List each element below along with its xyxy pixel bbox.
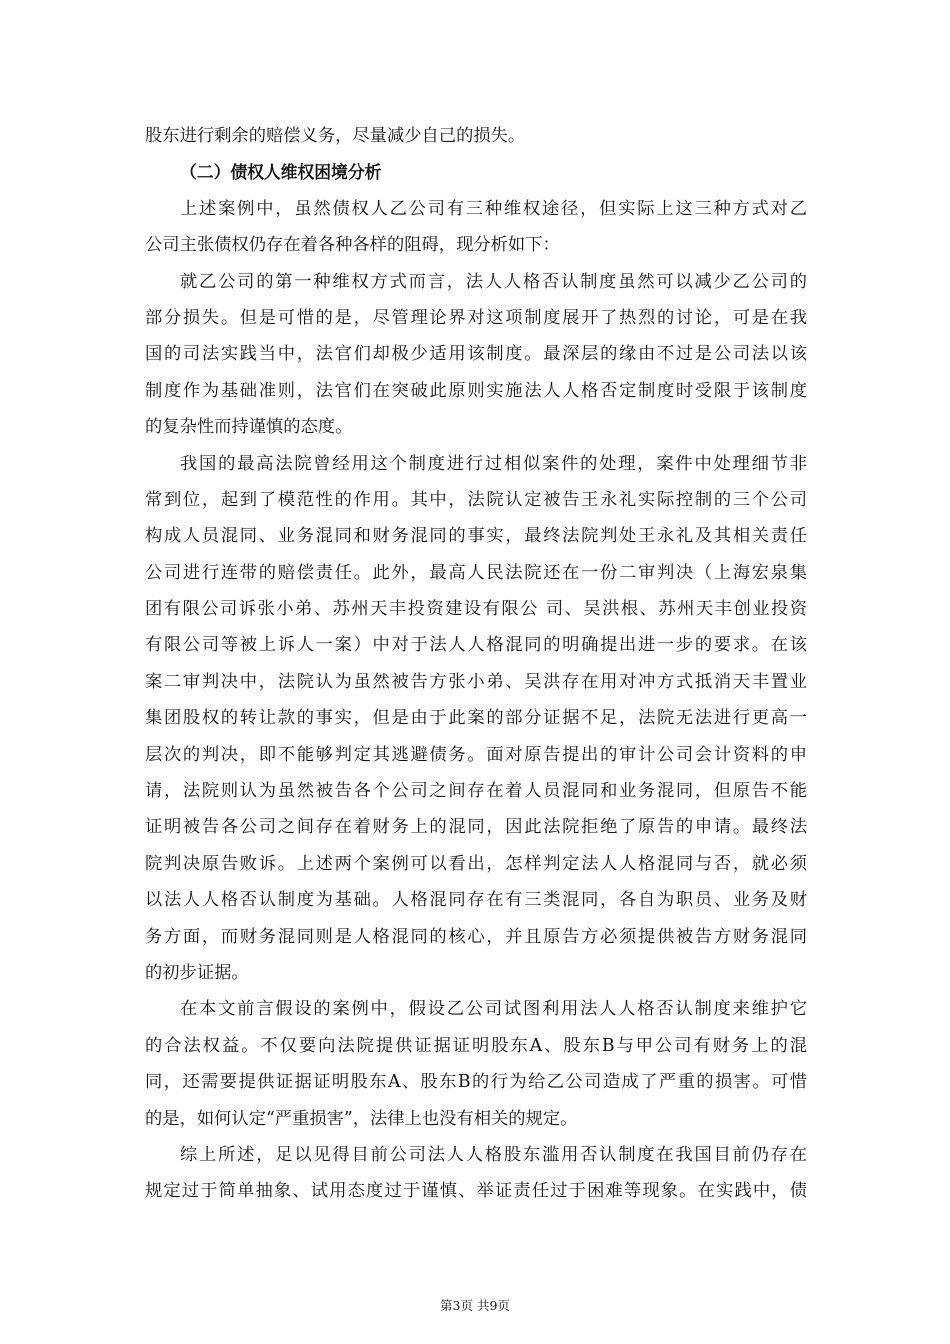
text-line: 构成人员混同、业务混同和财务混同的事实，最终法院判处王永礼及其相关责任 [145,526,807,547]
text-line: 证明被告各公司之间存在着财务上的混同，因此法院拒绝了原告的申请。最终法 [145,817,807,838]
text-line: 我国的最高法院曾经用这个制度进行过相似案件的处理，案件中处理细节非 [180,453,807,474]
text-line: 公司主张债权仍存在着各种各样的阻碍，现分析如下： [145,235,560,256]
text-line: 案二审判决中，法院认为虽然被告方张小弟、吴洪存在用对冲方式抵消天丰置业 [145,671,807,692]
text-line: 在本文前言假设的案例中，假设乙公司试图利用法人人格否认制度来维护它 [180,999,807,1020]
text-line: 常到位，起到了模范性的作用。其中，法院认定被告王永礼实际控制的三个公司 [145,489,807,510]
text-line: 有限公司等被上诉人一案）中对于法人人格混同的明确提出进一步的要求。在该 [145,635,807,656]
text-line: 请，法院则认为虽然被告各个公司之间存在着人员混同和业务混同，但原告不能 [145,781,807,802]
document-body [145,118,807,1210]
text-line: 综上所述，足以见得目前公司法人人格股东滥用否认制度在我国目前仍存在 [180,1144,807,1165]
text-line: 务方面，而财务混同则是人格混同的核心，并且原告方必须提供被告方财务混同 [145,926,807,947]
text-line: 国的司法实践当中，法官们却极少适用该制度。最深层的缘由不过是公司法以该 [145,344,807,365]
text-line: 制度作为基础准则，法官们在突破此原则实施法人人格否定制度时受限于该制度 [145,380,807,401]
text-line: 集团股权的转让款的事实，但是由于此案的部分证据不足，法院无法进行更高一 [145,708,807,729]
text-line: 团有限公司诉张小弟、苏州天丰投资建设有限公 司、吴洪根、苏州天丰创业投资 [145,599,807,620]
text-line: 股东进行剩余的赔偿义务，尽量减少自己的损失。 [145,126,526,146]
text-line: 的合法权益。不仅要向法院提供证据证明股东A、股东B与甲公司有财务上的混 [145,1035,807,1056]
page-number-footer: 第3页 共9页 [440,1298,510,1313]
section-heading: （二）债权人维权困境分析 [180,162,382,183]
text-line: 规定过于简单抽象、试用态度过于谨慎、举证责任过于困难等现象。在实践中，债 [145,1181,807,1202]
text-line: 部分损失。但是可惜的是，尽管理论界对这项制度展开了热烈的讨论，可是在我 [145,307,807,328]
text-line: 上述案例中，虽然债权人乙公司有三种维权途径，但实际上这三种方式对乙 [180,198,807,219]
text-line: 同，还需要提供证据证明股东A、股东B的行为给乙公司造成了严重的损害。可惜 [145,1072,807,1093]
text-line: 院判决原告败诉。上述两个案例可以看出，怎样判定法人人格混同与否，就必须 [145,853,807,874]
text-line: 的初步证据。 [145,962,249,983]
text-line: 的是，如何认定“严重损害”，法律上也没有相关的规定。 [145,1108,578,1129]
text-line: 层次的判决，即不能够判定其逃避债务。面对原告提出的审计公司会计资料的申 [145,744,807,765]
text-line: 的复杂性而持谨慎的态度。 [145,417,353,438]
text-line: 就乙公司的第一种维权方式而言，法人人格否认制度虽然可以减少乙公司的 [180,271,807,292]
text-line: 以法人人格否认制度为基础。人格混同存在有三类混同，各自为职员、业务及财 [145,890,807,911]
text-line: 公司进行连带的赔偿责任。此外，最高人民法院还在一份二审判决（上海宏泉集 [145,562,807,583]
